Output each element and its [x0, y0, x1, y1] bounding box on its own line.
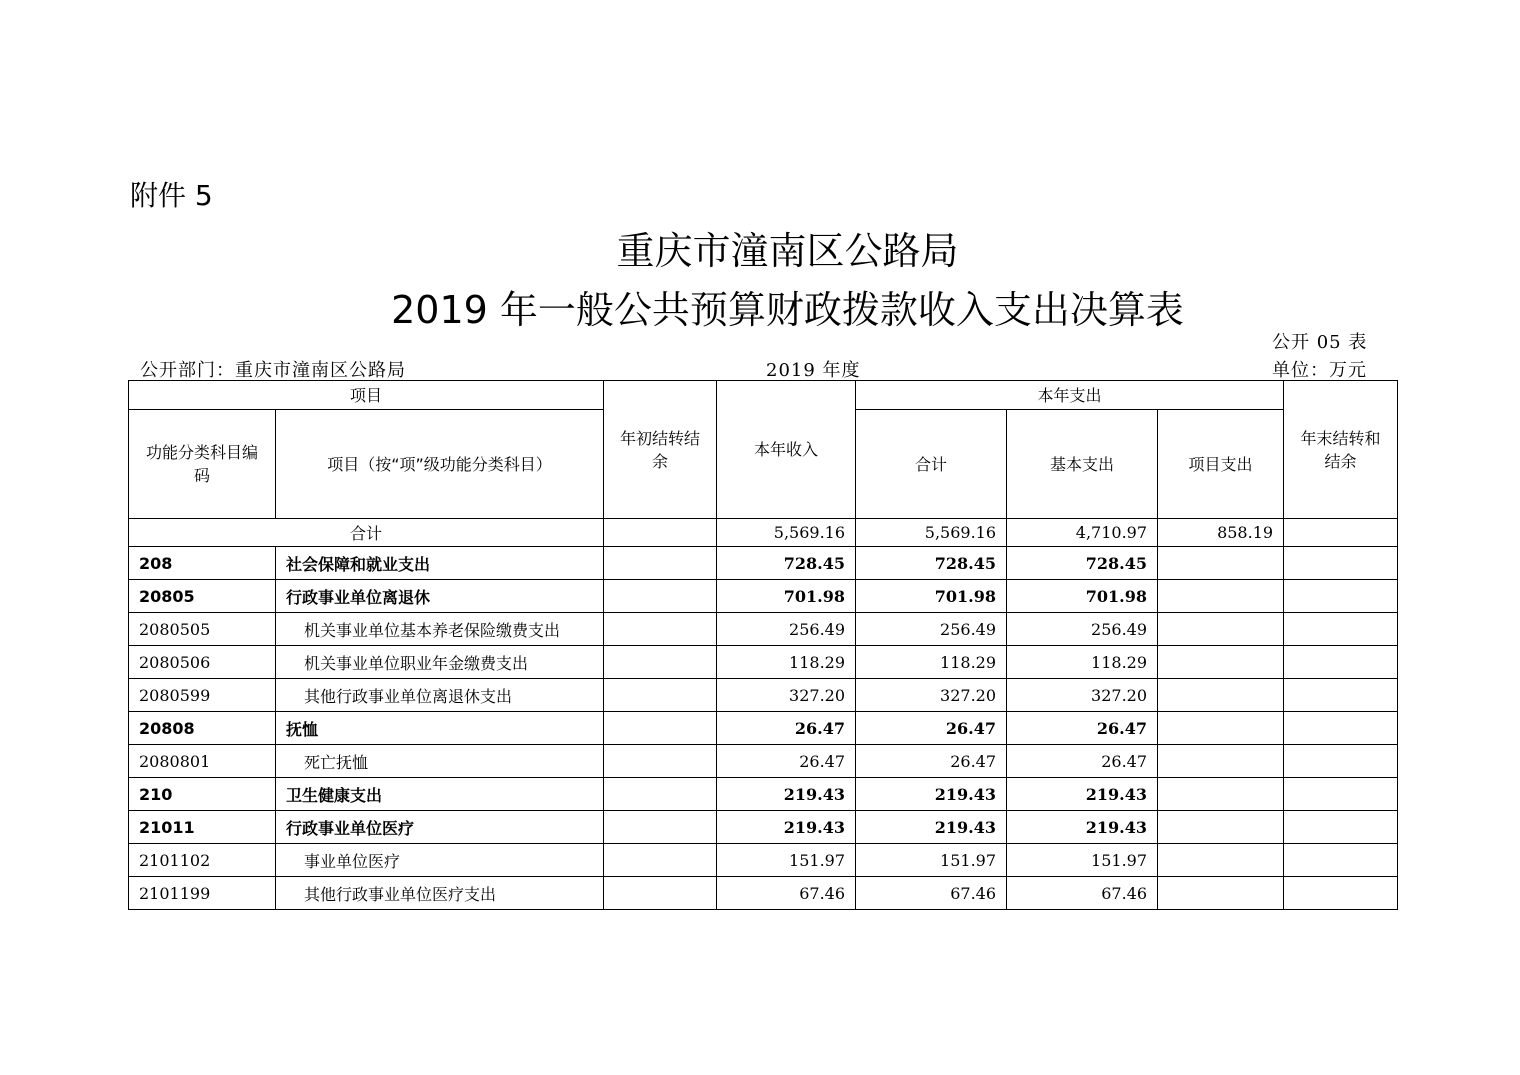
document-subtitle: 2019 年一般公共预算财政拨款收入支出决算表: [391, 288, 1184, 332]
row-expense-basic: 26.47: [1007, 712, 1158, 745]
row-income: 728.45: [717, 547, 856, 580]
header-expense-group: 本年支出: [856, 381, 1284, 410]
row-expense-total: 219.43: [856, 811, 1007, 844]
row-expense-project: [1158, 646, 1284, 679]
row-carry-begin: [604, 646, 717, 679]
header-code: 功能分类科目编码: [129, 410, 276, 519]
total-expense-total: 5,569.16: [856, 519, 1007, 547]
row-name: 其他行政事业单位医疗支出: [276, 877, 604, 910]
row-expense-project: [1158, 547, 1284, 580]
budget-table: [128, 380, 1398, 910]
row-name: 其他行政事业单位离退休支出: [276, 679, 604, 712]
table-row: [129, 613, 1398, 646]
row-name: 行政事业单位离退休: [276, 580, 604, 613]
row-expense-basic: 701.98: [1007, 580, 1158, 613]
unit-label: 单位：万元: [1272, 360, 1367, 381]
row-expense-basic: 151.97: [1007, 844, 1158, 877]
table-row: [129, 679, 1398, 712]
row-carry-begin: [604, 778, 717, 811]
row-carry-begin: [604, 745, 717, 778]
row-expense-basic: 219.43: [1007, 778, 1158, 811]
header-item-group: 项目: [129, 381, 604, 410]
row-carry-end: [1284, 547, 1398, 580]
total-income: 5,569.16: [717, 519, 856, 547]
row-name: 社会保障和就业支出: [276, 547, 604, 580]
row-carry-begin: [604, 877, 717, 910]
row-expense-project: [1158, 745, 1284, 778]
row-expense-project: [1158, 613, 1284, 646]
total-carry-end: [1284, 519, 1398, 547]
form-number: 公开 05 表: [1272, 332, 1368, 353]
department-label: 公开部门：重庆市潼南区公路局: [140, 360, 406, 381]
row-code: 2080801: [129, 745, 276, 778]
table-row: [129, 646, 1398, 679]
row-expense-total: 219.43: [856, 778, 1007, 811]
row-name: 死亡抚恤: [276, 745, 604, 778]
row-income: 219.43: [717, 778, 856, 811]
row-income: 26.47: [717, 712, 856, 745]
table-row: [129, 745, 1398, 778]
row-carry-end: [1284, 811, 1398, 844]
row-carry-end: [1284, 778, 1398, 811]
row-name: 行政事业单位医疗: [276, 811, 604, 844]
row-income: 219.43: [717, 811, 856, 844]
row-carry-end: [1284, 580, 1398, 613]
row-expense-project: [1158, 778, 1284, 811]
row-income: 26.47: [717, 745, 856, 778]
row-name: 抚恤: [276, 712, 604, 745]
row-carry-begin: [604, 613, 717, 646]
row-expense-total: 728.45: [856, 547, 1007, 580]
header-row-1: [129, 381, 1398, 410]
total-expense-basic: 4,710.97: [1007, 519, 1158, 547]
row-carry-begin: [604, 811, 717, 844]
document-title: 重庆市潼南区公路局: [616, 229, 959, 273]
row-income: 118.29: [717, 646, 856, 679]
row-carry-end: [1284, 844, 1398, 877]
row-expense-basic: 256.49: [1007, 613, 1158, 646]
row-expense-total: 151.97: [856, 844, 1007, 877]
header-carry-begin: 年初结转结余: [604, 381, 717, 519]
row-name: 事业单位医疗: [276, 844, 604, 877]
header-item-name: 项目（按“项”级功能分类科目）: [276, 410, 604, 519]
header-carry-end: 年末结转和结余: [1284, 381, 1398, 519]
row-carry-end: [1284, 877, 1398, 910]
row-expense-total: 26.47: [856, 745, 1007, 778]
row-carry-begin: [604, 844, 717, 877]
row-name: 卫生健康支出: [276, 778, 604, 811]
row-code: 210: [129, 778, 276, 811]
header-expense-basic: 基本支出: [1007, 410, 1158, 519]
row-carry-begin: [604, 712, 717, 745]
row-carry-begin: [604, 679, 717, 712]
row-expense-basic: 26.47: [1007, 745, 1158, 778]
row-expense-basic: 118.29: [1007, 646, 1158, 679]
row-income: 701.98: [717, 580, 856, 613]
row-income: 67.46: [717, 877, 856, 910]
row-code: 20805: [129, 580, 276, 613]
total-carry-begin: [604, 519, 717, 547]
table-row: [129, 547, 1398, 580]
fiscal-year: 2019 年度: [766, 360, 861, 381]
row-income: 256.49: [717, 613, 856, 646]
row-code: 2080506: [129, 646, 276, 679]
row-code: 208: [129, 547, 276, 580]
row-carry-end: [1284, 745, 1398, 778]
row-code: 21011: [129, 811, 276, 844]
row-code: 2080599: [129, 679, 276, 712]
total-expense-project: 858.19: [1158, 519, 1284, 547]
row-expense-total: 67.46: [856, 877, 1007, 910]
row-income: 327.20: [717, 679, 856, 712]
table-row: [129, 844, 1398, 877]
row-expense-total: 701.98: [856, 580, 1007, 613]
row-carry-end: [1284, 646, 1398, 679]
row-expense-basic: 67.46: [1007, 877, 1158, 910]
row-carry-begin: [604, 547, 717, 580]
row-expense-project: [1158, 580, 1284, 613]
table-row: [129, 712, 1398, 745]
table-row: [129, 580, 1398, 613]
row-income: 151.97: [717, 844, 856, 877]
row-carry-end: [1284, 712, 1398, 745]
row-code: 20808: [129, 712, 276, 745]
row-expense-total: 327.20: [856, 679, 1007, 712]
table-row: [129, 811, 1398, 844]
row-expense-project: [1158, 679, 1284, 712]
total-row: [129, 519, 1398, 547]
row-expense-basic: 327.20: [1007, 679, 1158, 712]
attachment-label: 附件 5: [130, 179, 213, 212]
row-carry-end: [1284, 679, 1398, 712]
header-expense-project: 项目支出: [1158, 410, 1284, 519]
row-expense-total: 256.49: [856, 613, 1007, 646]
row-carry-end: [1284, 613, 1398, 646]
row-expense-project: [1158, 811, 1284, 844]
table-row: [129, 877, 1398, 910]
row-code: 2101199: [129, 877, 276, 910]
header-expense-total: 合计: [856, 410, 1007, 519]
row-expense-basic: 728.45: [1007, 547, 1158, 580]
row-expense-basic: 219.43: [1007, 811, 1158, 844]
row-expense-total: 26.47: [856, 712, 1007, 745]
header-income: 本年收入: [717, 381, 856, 519]
row-code: 2080505: [129, 613, 276, 646]
row-code: 2101102: [129, 844, 276, 877]
row-expense-project: [1158, 844, 1284, 877]
row-expense-project: [1158, 712, 1284, 745]
row-carry-begin: [604, 580, 717, 613]
total-label: 合计: [129, 519, 604, 547]
row-expense-project: [1158, 877, 1284, 910]
row-expense-total: 118.29: [856, 646, 1007, 679]
row-name: 机关事业单位基本养老保险缴费支出: [276, 613, 604, 646]
table-row: [129, 778, 1398, 811]
row-name: 机关事业单位职业年金缴费支出: [276, 646, 604, 679]
